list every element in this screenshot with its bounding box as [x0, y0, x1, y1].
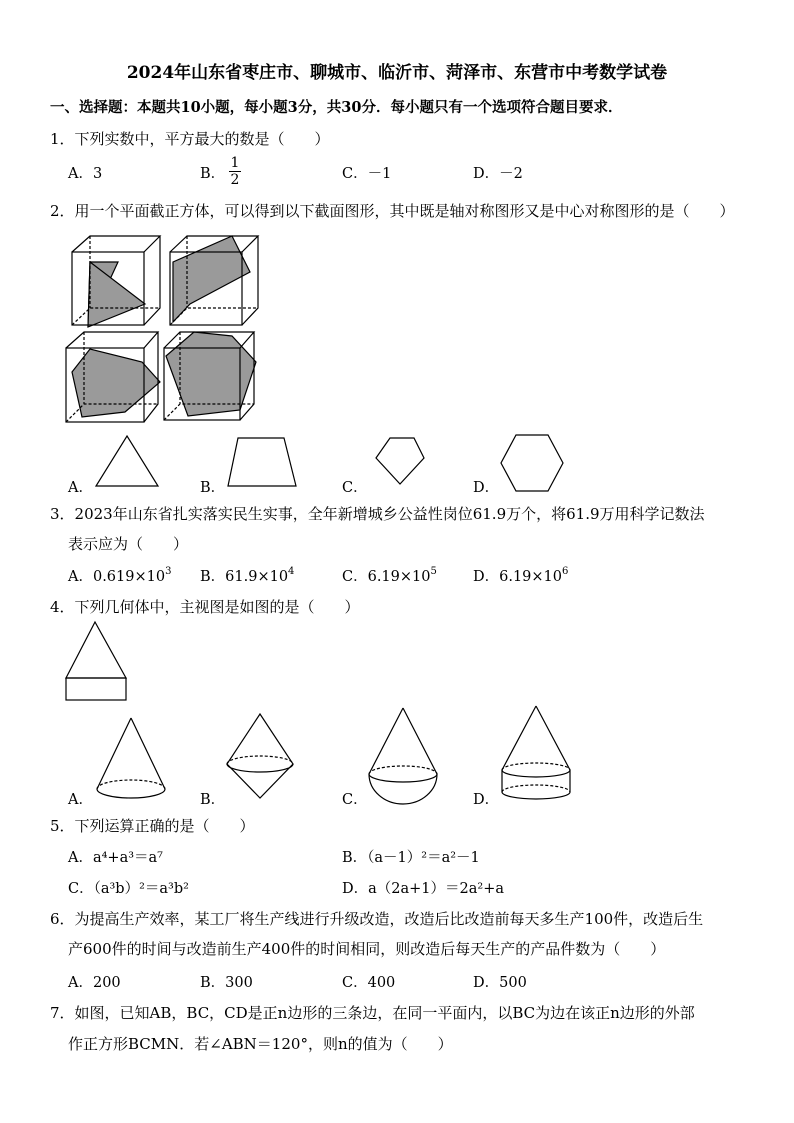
cone-shape: [94, 716, 174, 806]
section-heading: 一、选择题：本题共10小题，每小题3分，共30分．每小题只有一个选项符合题目要求．: [50, 99, 623, 116]
q3-stem-line2: 表示应为（ ）: [68, 535, 189, 553]
triangle-shape: [94, 434, 164, 494]
q1-option-a: A．3: [68, 166, 103, 182]
q2-option-b: B．: [200, 480, 226, 496]
fraction-numerator: 1: [230, 155, 240, 171]
q2-option-d: D．: [473, 480, 500, 496]
q5-option-d: D．a（2a+1）＝2a²+a: [342, 881, 504, 897]
front-view-figure: [64, 620, 134, 704]
trapezoid-shape: [226, 434, 306, 494]
hexagon-shape: [500, 432, 570, 494]
q6-option-d: D．500: [473, 975, 527, 991]
q1-stem: 1．下列实数中，平方最大的数是（ ）: [50, 130, 330, 148]
q5-stem: 5．下列运算正确的是（ ）: [50, 817, 255, 835]
q3-d-base: D．6.19×10: [473, 569, 563, 585]
q7-stem-line1: 7．如图，已知AB，BC，CD是正n边形的三条边，在同一平面内，以BC为边在该正n边形的外部: [50, 1004, 695, 1022]
q6-option-c: C．400: [342, 975, 396, 991]
pentagon-shape: [366, 434, 436, 494]
cube-section-figures: [60, 232, 260, 432]
cube-1: [72, 236, 160, 327]
q4-option-d: D．: [473, 792, 500, 808]
q3-option-c: [342, 565, 437, 586]
q4-stem: 4．下列几何体中，主视图是如图的是（ ）: [50, 598, 360, 616]
double-cone-shape: [224, 712, 304, 802]
q6-option-b: B．300: [200, 975, 253, 991]
page-title: 2024年山东省枣庄市、聊城市、临沂市、菏泽市、东营市中考数学试卷: [126, 63, 668, 83]
q6-stem-line1: 6．为提高生产效率，某工厂将生产线进行升级改造，改造后比改造前每天多生产100件，改造后生: [50, 910, 704, 928]
cone-cylinder-shape: [498, 704, 588, 804]
q6-option-a: A．200: [68, 975, 121, 991]
cone-hemisphere-shape: [366, 706, 456, 806]
cube-4: [164, 332, 256, 420]
q4-option-a: A．: [68, 792, 93, 808]
q2-option-c: C．: [342, 480, 368, 496]
q3-option-b: [200, 565, 294, 586]
q1-option-b-prefix: B．: [200, 166, 226, 182]
q6-stem-line2: 产600件的时间与改造前生产400件的时间相同，则改造后每天生产的产品件数为（ ）: [68, 940, 666, 958]
q3-stem-line1: 3．2023年山东省扎实落实民生实事，全年新增城乡公益性岗位61.9万个，将61.9万用科学记数法: [50, 505, 705, 523]
q3-a-exponent: 3: [165, 566, 172, 577]
q1-option-d: D．－2: [473, 166, 523, 182]
q3-d-exponent: 6: [562, 566, 569, 577]
q3-a-base: A．0.619×10: [68, 569, 166, 585]
q3-b-exponent: 4: [288, 566, 295, 577]
q1-option-b-fraction: [228, 155, 242, 188]
q1-option-c: C．－1: [342, 166, 392, 182]
q3-c-base: C．6.19×10: [342, 569, 431, 585]
q7-stem-line2: 作正方形BCMN．若∠ABN＝120°，则n的值为（ ）: [68, 1035, 453, 1053]
q4-option-c: C．: [342, 792, 368, 808]
q2-stem: 2．用一个平面截正方体，可以得到以下截面图形，其中既是轴对称图形又是中心对称图形的是（ ）: [50, 202, 735, 220]
q3-option-a: [68, 565, 171, 586]
q4-option-b: B．: [200, 792, 226, 808]
q2-option-a: A．: [68, 480, 93, 496]
cube-3: [66, 332, 160, 422]
q3-option-d: [473, 565, 568, 586]
q5-option-c: C．（a³b）²＝a³b²: [68, 881, 189, 897]
q3-b-base: B．61.9×10: [200, 569, 289, 585]
q5-option-b: B．（a－1）²＝a²－1: [342, 850, 480, 866]
fraction-denominator: 2: [230, 172, 240, 188]
cube-2: [170, 236, 258, 325]
q3-c-exponent: 5: [430, 566, 437, 577]
q5-option-a: A．a⁴+a³＝a⁷: [68, 850, 163, 866]
